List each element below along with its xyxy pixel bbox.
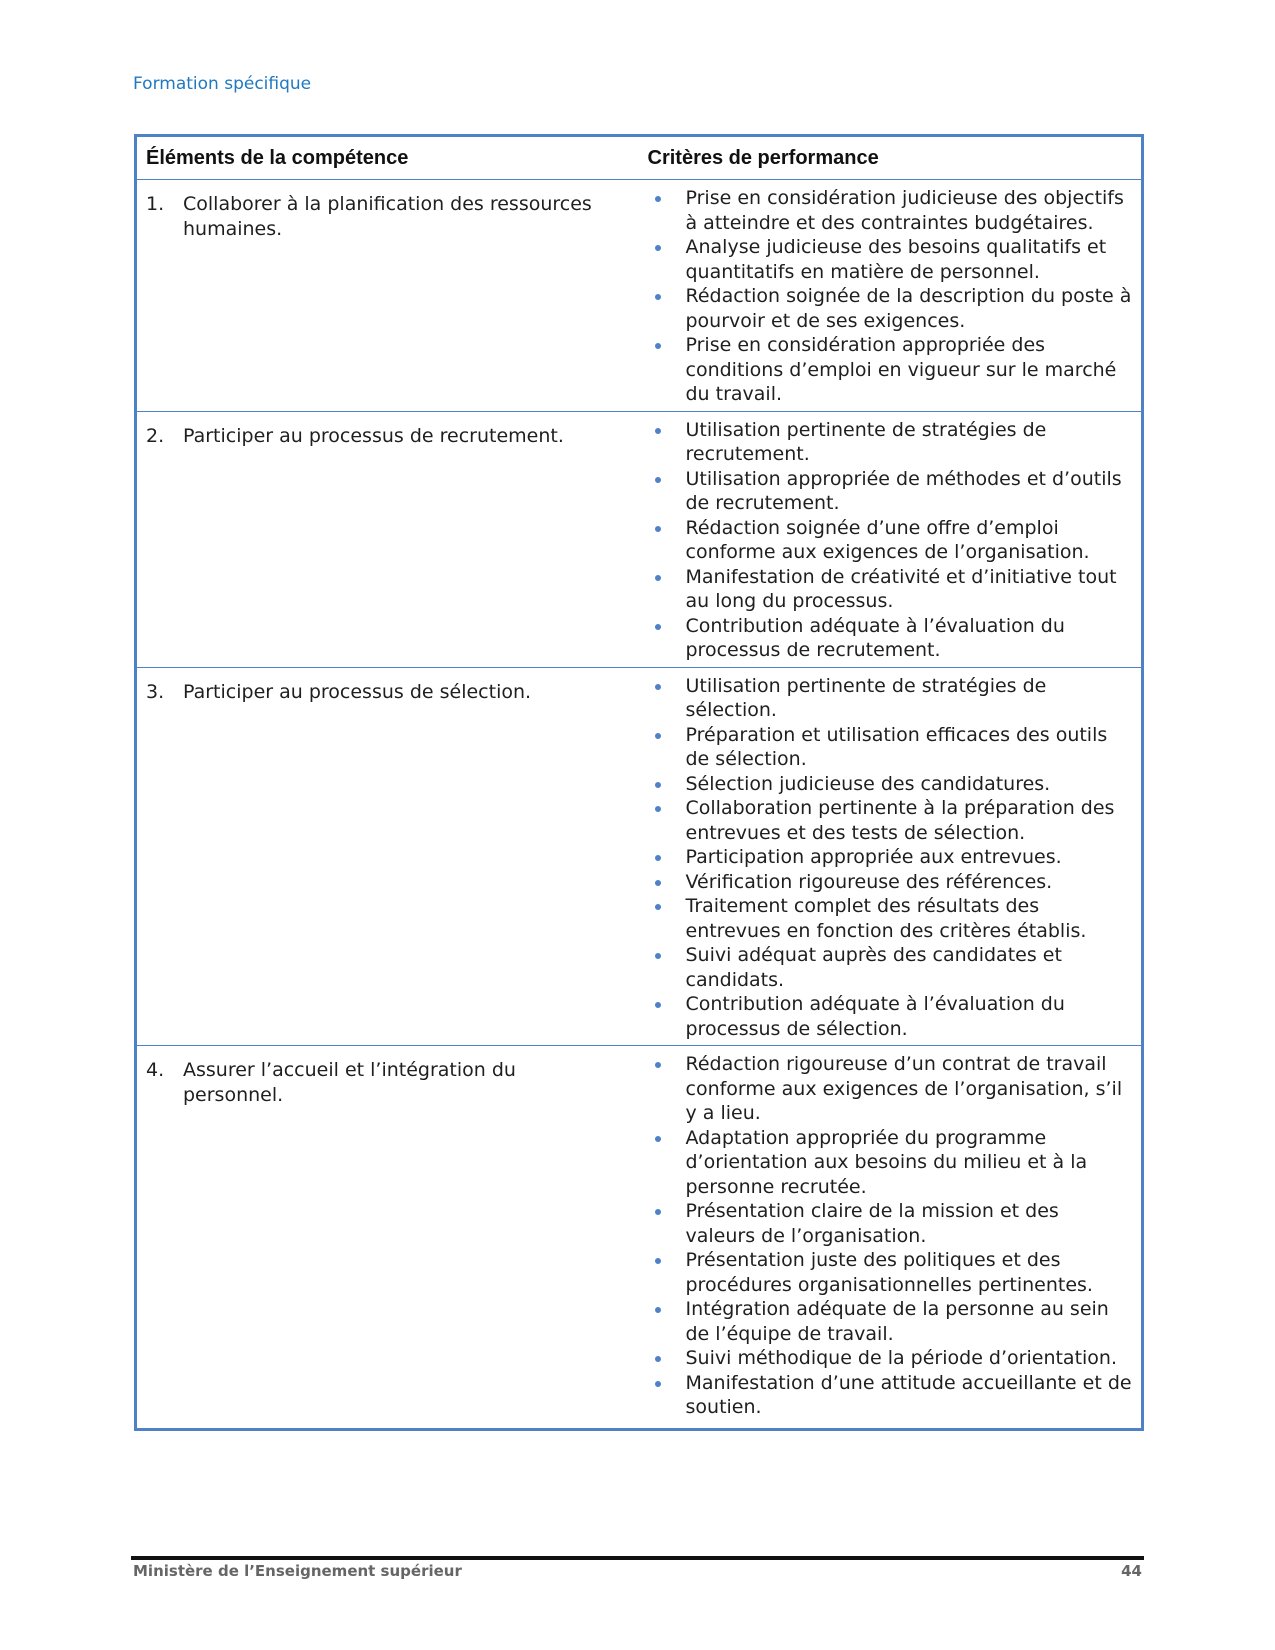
element-text: Participer au processus de sélection.: [183, 680, 532, 703]
column-header-criteria: Critères de performance: [639, 136, 1143, 180]
criteria-cell: [639, 1046, 1143, 1430]
criteria-text: Présentation claire de la mission et des valeurs de l’organisation.: [685, 1200, 1059, 1247]
bullet-icon: [648, 992, 686, 1041]
competence-element: [146, 1052, 631, 1107]
page-number: 44: [1121, 1562, 1142, 1580]
table-row: [136, 1046, 1143, 1430]
bullet-icon: [648, 1199, 686, 1248]
criteria-text: Manifestation de créativité et d’initiative tout au long du processus.: [685, 565, 1117, 612]
criteria-text: Suivi adéquat auprès des candidates et candidats.: [685, 944, 1062, 991]
bullet-icon: [648, 565, 686, 614]
criteria-text: Rédaction soignée de la description du poste à pourvoir et de ses exigences.: [685, 285, 1132, 332]
criteria-item: [648, 418, 1134, 467]
criteria-item: [648, 235, 1134, 284]
bullet-icon: [648, 1126, 686, 1200]
element-text: Collaborer à la planification des ressources humaines.: [183, 193, 592, 240]
criteria-text: Sélection judicieuse des candidatures.: [685, 772, 1051, 795]
criteria-item: [648, 674, 1134, 723]
bullet-icon: [648, 772, 686, 797]
competence-element: [146, 418, 631, 449]
table-header-row: [136, 136, 1143, 180]
bullet-icon: [648, 674, 686, 723]
element-number: 2.: [146, 424, 165, 447]
bullet-icon: [648, 333, 686, 407]
criteria-item: [648, 516, 1134, 565]
criteria-item: [648, 870, 1134, 895]
criteria-item: [648, 796, 1134, 845]
bullet-icon: [648, 235, 686, 284]
criteria-list: [648, 1052, 1134, 1420]
competence-element: [146, 674, 631, 705]
table-row: [136, 411, 1143, 667]
criteria-item: [648, 772, 1134, 797]
criteria-text: Prise en considération judicieuse des objectifs à atteindre et des contraintes budgétaires.: [685, 187, 1124, 234]
criteria-item: [648, 565, 1134, 614]
criteria-text: Collaboration pertinente à la préparation des entrevues et des tests de sélection.: [685, 797, 1115, 844]
table-row: [136, 180, 1143, 412]
criteria-item: [648, 467, 1134, 516]
criteria-list: [648, 186, 1134, 407]
table-row: [136, 667, 1143, 1046]
criteria-item: [648, 1052, 1134, 1126]
bullet-icon: [648, 1346, 686, 1371]
criteria-list: [648, 418, 1134, 663]
criteria-text: Participation appropriée aux entrevues.: [685, 846, 1062, 868]
bullet-icon: [648, 723, 686, 772]
competence-table: [134, 134, 1144, 1431]
criteria-cell: [639, 180, 1143, 412]
criteria-item: [648, 1199, 1134, 1248]
bullet-icon: [648, 894, 686, 943]
criteria-item: [648, 1297, 1134, 1346]
criteria-item: [648, 186, 1134, 235]
criteria-text: Rédaction rigoureuse d’un contrat de travail conforme aux exigences de l’organisation, s’il y a lieu.: [685, 1053, 1123, 1124]
criteria-list: [648, 674, 1134, 1042]
criteria-text: Utilisation pertinente de stratégies de recrutement.: [685, 418, 1047, 465]
element-text: Participer au processus de recrutement.: [183, 424, 564, 447]
footer-rule: [131, 1556, 1144, 1560]
criteria-text: Utilisation pertinente de stratégies de sélection.: [685, 674, 1047, 721]
criteria-text: Intégration adéquate de la personne au sein de l’équipe de travail.: [685, 1298, 1109, 1345]
criteria-text: Analyse judicieuse des besoins qualitatifs et quantitatifs en matière de personnel.: [685, 236, 1107, 283]
element-number: 4.: [146, 1059, 165, 1081]
footer-ministry: Ministère de l’Enseignement supérieur: [133, 1562, 462, 1580]
bullet-icon: [648, 614, 686, 663]
bullet-icon: [648, 1371, 686, 1420]
bullet-icon: [648, 870, 686, 895]
bullet-icon: [648, 516, 686, 565]
element-cell: [136, 667, 639, 1046]
criteria-item: [648, 614, 1134, 663]
element-cell: [136, 180, 639, 412]
criteria-text: Manifestation d’une attitude accueillante et de soutien.: [685, 1371, 1132, 1418]
element-cell: [136, 411, 639, 667]
bullet-icon: [648, 943, 686, 992]
criteria-text: Adaptation appropriée du programme d’orientation aux besoins du milieu et à la personne recrutée.: [685, 1126, 1088, 1198]
bullet-icon: [648, 284, 686, 333]
bullet-icon: [648, 1297, 686, 1346]
bullet-icon: [648, 1052, 686, 1126]
criteria-text: Vérification rigoureuse des références.: [685, 870, 1053, 893]
column-header-elements: Éléments de la compétence: [136, 136, 639, 180]
criteria-text: Utilisation appropriée de méthodes et d’outils de recrutement.: [685, 467, 1122, 514]
element-number: 1.: [146, 193, 165, 215]
criteria-text: Contribution adéquate à l’évaluation du processus de recrutement.: [685, 614, 1065, 661]
element-text: Assurer l’accueil et l’intégration du personnel.: [183, 1059, 516, 1106]
bullet-icon: [648, 1248, 686, 1297]
criteria-text: Suivi méthodique de la période d’orientation.: [685, 1347, 1118, 1369]
criteria-cell: [639, 411, 1143, 667]
bullet-icon: [648, 418, 686, 467]
criteria-text: Traitement complet des résultats des entrevues en fonction des critères établis.: [685, 895, 1087, 942]
criteria-item: [648, 943, 1134, 992]
section-header: Formation spécifique: [133, 74, 312, 94]
criteria-item: [648, 333, 1134, 407]
criteria-item: [648, 1248, 1134, 1297]
criteria-item: [648, 845, 1134, 870]
criteria-item: [648, 1346, 1134, 1371]
criteria-text: Rédaction soignée d’une offre d’emploi conforme aux exigences de l’organisation.: [685, 516, 1090, 563]
criteria-text: Présentation juste des politiques et des procédures organisationnelles pertinentes.: [685, 1249, 1093, 1296]
criteria-cell: [639, 667, 1143, 1046]
bullet-icon: [648, 467, 686, 516]
competence-element: [146, 186, 631, 241]
criteria-item: [648, 1126, 1134, 1200]
criteria-item: [648, 992, 1134, 1041]
bullet-icon: [648, 186, 686, 235]
element-number: 3.: [146, 680, 165, 703]
table-body: [136, 180, 1143, 1430]
criteria-item: [648, 1371, 1134, 1420]
criteria-item: [648, 723, 1134, 772]
bullet-icon: [648, 845, 686, 870]
criteria-text: Contribution adéquate à l’évaluation du processus de sélection.: [685, 993, 1065, 1040]
criteria-text: Prise en considération appropriée des conditions d’emploi en vigueur sur le marché du travail.: [685, 334, 1117, 405]
criteria-item: [648, 284, 1134, 333]
criteria-item: [648, 894, 1134, 943]
bullet-icon: [648, 796, 686, 845]
element-cell: [136, 1046, 639, 1430]
criteria-text: Préparation et utilisation efficaces des outils de sélection.: [685, 723, 1108, 770]
